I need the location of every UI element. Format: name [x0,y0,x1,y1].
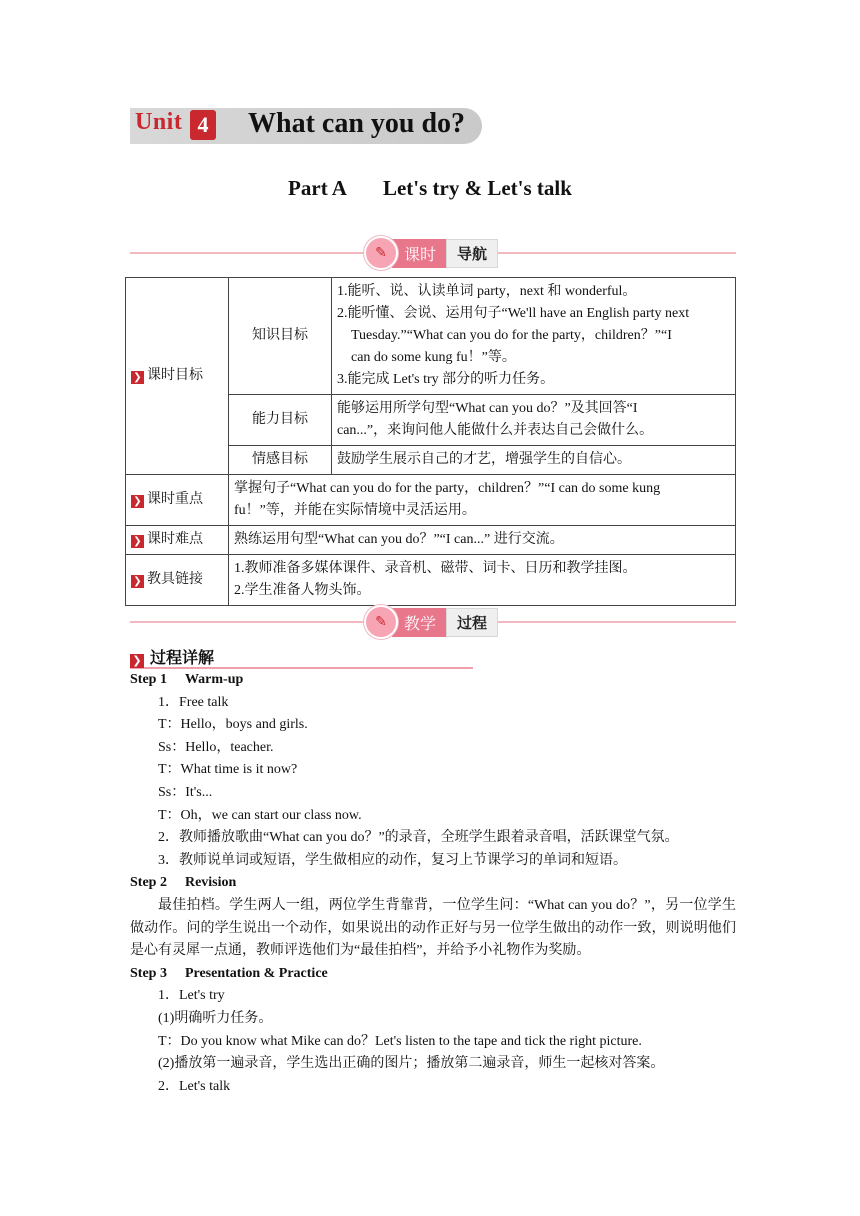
emotion-label: 情感目标 [229,446,332,475]
step-line: Ss：It's... [158,784,213,800]
step-line: 3．教师说单词或短语，学生做相应的动作，复习上节课学习的单词和短语。 [158,852,627,868]
section-badge-navigation [364,239,498,267]
step-heading: Step 1 Warm-up [130,672,244,687]
chevron-right-icon: ❯ [131,575,144,588]
pencil-icon: ✎ [364,605,398,639]
unit-number-badge: 4 [190,110,216,140]
section-badge-process [364,608,498,636]
step-line: T：Oh，we can start our class now. [158,807,362,823]
part-title [0,176,860,201]
step-line: T：Hello，boys and girls. [158,717,308,733]
lesson-goals-table [125,277,736,606]
step-line: T：What time is it now? [158,762,298,778]
step-line: T：Do you know what Mike can do？Let's listen to the tape and tick the right picture. [158,1033,642,1049]
difficult-point-content: 熟练运用句型“What can you do？”“I can...” 进行交流。 [229,526,736,555]
badge-red-text: 教学 [392,608,446,637]
knowledge-content: 1.能听、说、认读单词 party，next 和 wonderful。 2.能听懂、会说、运用句子“We'll have an English party next Tuesday.”“What can you do for the party，children？”“I can do some kung fu！”等。 3.能完成 Let's try 部分的听力任务。 [332,278,736,395]
step-line: (2)播放第一遍录音，学生选出正确的图片；播放第二遍录音，师生一起核对答案。 [158,1056,665,1072]
step-line: (1)明确听力任务。 [158,1010,273,1026]
unit-word: Unit [135,109,183,135]
process-detail-heading: ❯ 过程详解 [130,645,473,669]
step-line: Ss：Hello，teacher. [158,739,274,755]
knowledge-label: 知识目标 [229,278,332,395]
difficult-point-cell: ❯ 课时难点 [126,526,229,555]
pencil-icon: ✎ [364,236,398,270]
unit-title: What can you do? [248,108,466,139]
chevron-right-icon: ❯ [131,371,144,384]
step-line: 1．Free talk [158,694,229,710]
ability-label: 能力目标 [229,395,332,446]
step-paragraph: 最佳拍档。学生两人一组，两位学生背靠背，一位学生问：“What can you do？”，另一位学生做动作。问的学生说出一个动作，如果说出的动作正好与另一位学生做出的动作一致，则说明他们是心有灵犀一点通，教师评选他们为“最佳拍档”，并给予小礼物作为奖励。 [130,897,736,959]
step-heading: Step 2 Revision [130,875,237,891]
emotion-content: 鼓励学生展示自己的才艺，增强学生的自信心。 [332,446,736,475]
step-line: 2．Let's talk [158,1078,231,1094]
badge-gray-text: 导航 [446,239,498,268]
part-label: Part A [288,176,347,200]
step-line: 1．Let's try [158,988,225,1004]
step-line: 2．教师播放歌曲“What can you do？”的录音，全班学生跟着录音唱，活跃课堂气氛。 [158,830,679,846]
chevron-right-icon: ❯ [131,495,144,508]
part-subtitle: Let's try & Let's talk [382,176,572,200]
chevron-right-icon: ❯ [131,535,144,548]
step-heading: Step 3 Presentation & Practice [130,965,328,981]
chevron-right-icon: ❯ [130,654,144,668]
key-point-cell: ❯ 课时重点 [126,475,229,526]
tools-content: 1.教师准备多媒体课件、录音机、磁带、词卡、日历和教学挂图。 2.学生准备人物头饰。 [229,555,736,606]
goal-category-cell: ❯ 课时目标 [126,278,229,475]
process-body [130,669,736,1098]
tools-cell: ❯ 教具链接 [126,555,229,606]
key-point-content: 掌握句子“What can you do for the party，children？”“I can do some kung fu！”等，并能在实际情境中灵活运用。 [229,475,736,526]
ability-content: 能够运用所学句型“What can you do？”及其回答“I can...”，来询问他人能做什么并表达自己会做什么。 [332,395,736,446]
badge-red-text: 课时 [392,239,446,268]
badge-gray-text: 过程 [446,608,498,637]
